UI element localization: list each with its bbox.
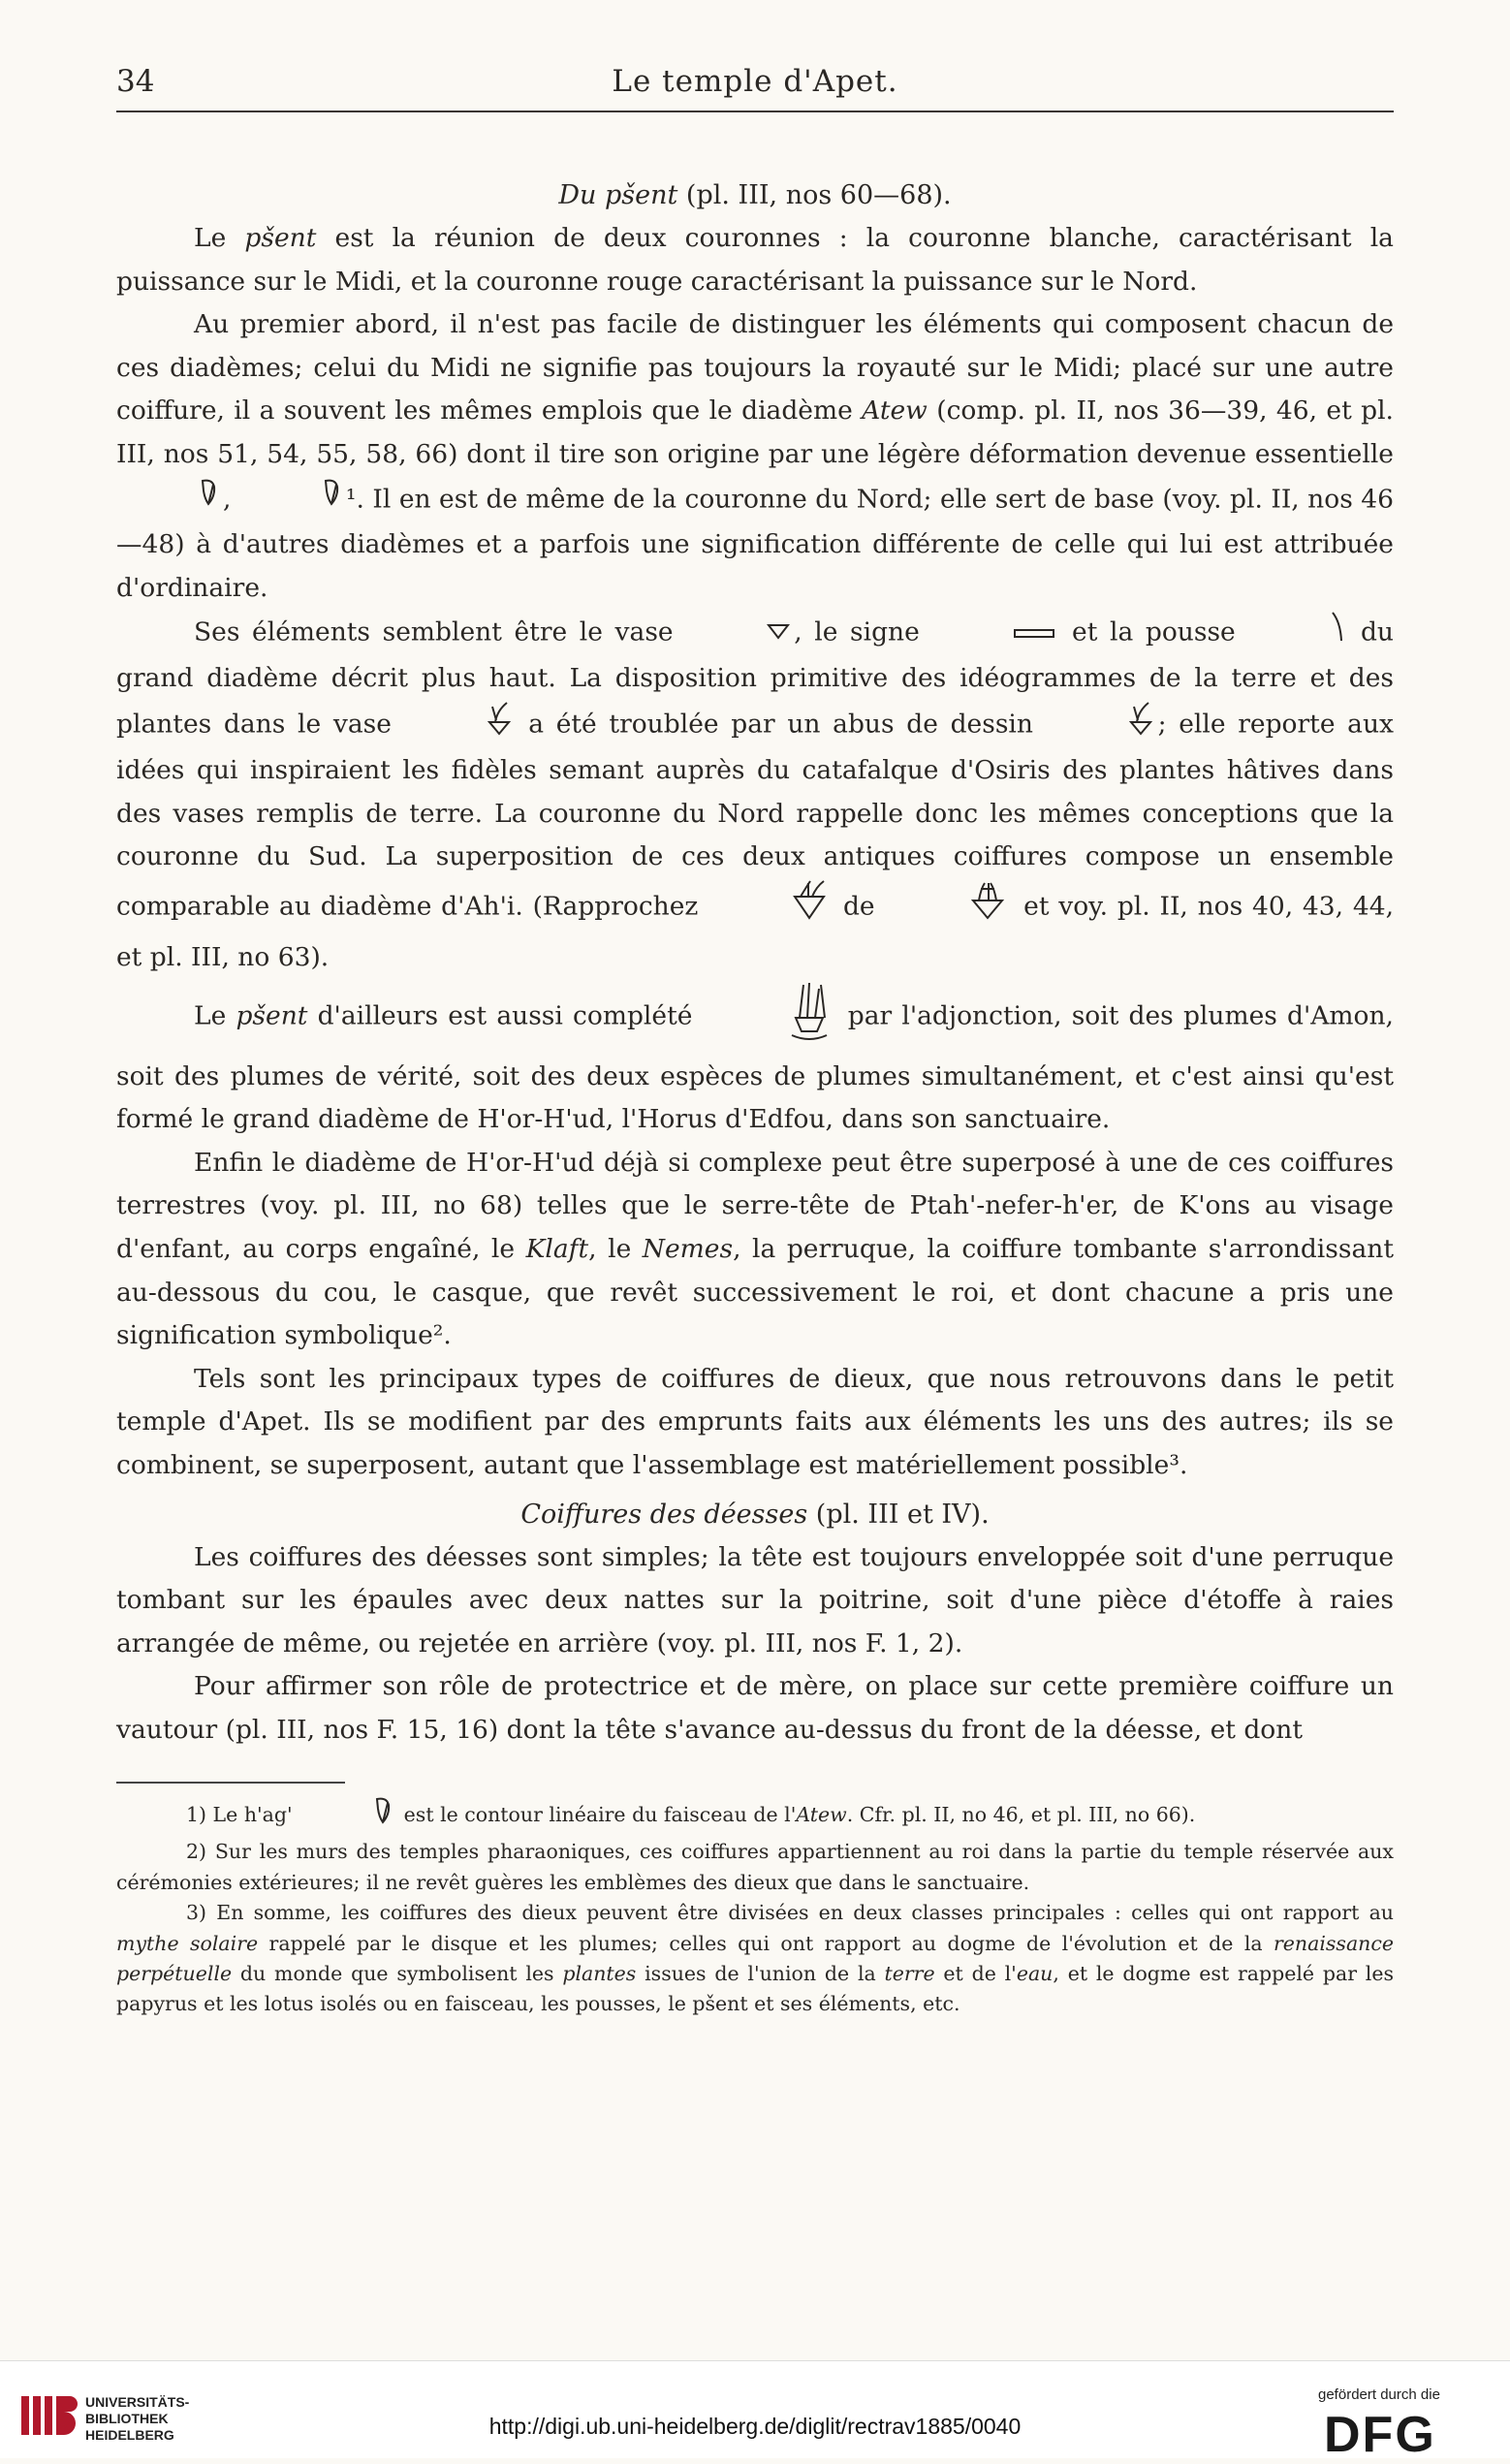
footnote [116, 1898, 1394, 2020]
vase-glyph [689, 612, 790, 655]
text-run: d'ailleurs est aussi complété [307, 1000, 703, 1031]
text-run: . Cfr. pl. II, no 46, et pl. III, no 66). [846, 1803, 1196, 1827]
paragraphs-pschent [116, 217, 1394, 1488]
footnote-rule [116, 1782, 345, 1784]
italic-term: Klaft [525, 1234, 589, 1265]
text-run: rappelé par le disque et les plumes; celles qui ont rapport au dogme de l'évolution et de la [258, 1931, 1274, 1955]
text-run: , la perruque, la coiffure tombante s'arrondissant au-dessous du cou, le casque, que revêt successivement le roi, et dont chacune a pris une signification symbolique². [116, 1234, 1394, 1351]
paragraph [116, 1665, 1394, 1752]
text-run: Les coiffures des déesses sont simples; la tête est toujours enveloppée soit d'une perruque tombant sur les épaules avec deux nattes sur la poitrine, soit d'une pièce d'étoffe à raies arrangée de même, ou rejetée en arrière (voy. pl. III, nos F. 1, 2). [116, 1541, 1394, 1658]
paragraph [116, 303, 1394, 610]
text-run: et voy. pl. II, nos 40, 43, 44, et pl. III, no 63). [116, 891, 1394, 972]
italic-term: mythe solaire [116, 1931, 259, 1955]
text-run: , et le dogme est rappelé par les papyrus et les lotus isolés ou en faisceau, les pousses, le pšent et ses éléments, etc. [116, 1962, 1394, 2016]
text-run: et la pousse [1059, 616, 1248, 648]
text-run: du grand diadème décrit plus haut. La disposition primitive des idéogrammes de la terre et des plantes dans le vase [116, 616, 1394, 739]
vase-with-plant-glyph [408, 701, 513, 750]
crown-outline-glyph [302, 1795, 393, 1837]
source-url[interactable]: http://digi.ub.uni-heidelberg.de/diglit/rectrav1885/0040 [488, 2414, 1022, 2439]
library-name-line: UNIVERSITÄTS- [85, 2394, 190, 2410]
text-run: , [223, 483, 239, 514]
vase-with-plant-glyph [1050, 701, 1154, 750]
text-run: Au premier abord, il n'est pas facile de distinguer les éléments qui composent chacun de ces diadèmes; celui du Midi ne signifie pas toujours la royauté sur le Midi; placé sur une autre coiffure, il a souvent les mêmes emplois que le diadème [116, 309, 1394, 426]
italic-term: Nemes [642, 1234, 734, 1265]
italic-term: eau [1016, 1962, 1054, 1986]
section-title-italic: Coiffures des déesses [520, 1499, 808, 1530]
ahi-diadem-glyph [888, 879, 1010, 936]
text-run: Ses éléments semblent être le vase [194, 616, 686, 648]
text-run: 1) Le h'ag' [186, 1803, 299, 1827]
paragraph [116, 610, 1394, 979]
crown-outline-glyph [120, 477, 219, 524]
text-run: et de l' [934, 1962, 1017, 1986]
horus-crown-glyph [707, 979, 834, 1056]
shoot-glyph [1251, 610, 1344, 657]
paragraph [116, 1142, 1394, 1358]
running-header [116, 64, 1394, 112]
header-rule [116, 111, 1394, 112]
section-title-rest: (pl. III, nos 60—68). [677, 180, 952, 210]
page-number: 34 [116, 64, 155, 99]
italic-term: pšent [236, 1000, 308, 1031]
paragraph [116, 979, 1394, 1142]
text-run: a été troublée par un abus de dessin [516, 708, 1046, 739]
italic-term: plantes [562, 1962, 637, 1986]
dfg-logo: DFG [1324, 2407, 1436, 2463]
text-run: est le contour linéaire du faisceau de l' [397, 1803, 797, 1827]
text-run: Le [194, 223, 245, 253]
crown-combination-glyph [711, 879, 830, 936]
library-name-line: BIBLIOTHEK [85, 2411, 169, 2426]
text-run: Enfin le diadème de H'or-H'ud déjà si complexe peut être superposé à une de ces coiffures terrestres (voy. pl. III, no 68) telles que le serre-tête de Ptah'-nefer-h'er, de K'ons au visage d'enfant, au corps engaîné, le [116, 1147, 1394, 1265]
funder-caption: gefördert durch die [1318, 2386, 1440, 2403]
footnote [116, 1837, 1394, 1898]
section-title-rest: (pl. III et IV). [807, 1499, 990, 1530]
italic-term: renaissance perpétuelle [116, 1931, 1394, 1986]
paragraph [116, 1358, 1394, 1488]
footnotes [116, 1795, 1394, 2020]
text-run: issues de l'union de la [636, 1962, 885, 1986]
italic-term: terre [884, 1962, 935, 1986]
paragraph [116, 1536, 1394, 1666]
section-title-goddesses [116, 1494, 1394, 1536]
text-run: Tels sont les principaux types de coiffures de dieux, que nous retrouvons dans le petit temple d'Apet. Ils se modifient par des emprunts faits aux éléments les uns des autres; ils se combinent, se superposent, autant que l'assemblage est matériellement possible³. [116, 1363, 1394, 1481]
italic-term: Atew [862, 395, 928, 426]
crown-outline-glyph [243, 477, 342, 524]
italic-term: Atew [796, 1803, 847, 1827]
text-run: , le [588, 1234, 643, 1265]
text-run: 2) Sur les murs des temples pharaoniques, ces coiffures appartiennent au roi dans la partie du temple réservée aux cérémonies extérieures; il ne revêt guères les emblèmes des dieux que dans le sanctuaire. [116, 1840, 1394, 1894]
footnote [116, 1795, 1394, 1837]
text-run: , le signe [794, 616, 932, 648]
text-run: est la réunion de deux couronnes : la couronne blanche, caractérisant la puissance sur le Midi, et la couronne rouge caractérisant la puissance sur le Nord. [116, 223, 1394, 297]
running-title: Le temple d'Apet. [612, 64, 898, 99]
library-name-line: HEIDELBERG [85, 2427, 174, 2443]
text-run: ; elle reporte aux idées qui inspiraient les fidèles semant auprès du catafalque d'Osiris des plantes hâtives dans des vases remplis de terre. La couronne du Nord rappelle donc les mêmes conceptions que la couronne du Sud. La superposition de ces deux antiques coiffures compose un ensemble comparable au diadème d'Ah'i. (Rapprochez [116, 708, 1394, 922]
library-footer [0, 2360, 1510, 2463]
text-run: 3) En somme, les coiffures des dieux peuvent être divisées en deux classes principales : celles qui ont rapport au [186, 1901, 1394, 1925]
text-run: ¹. Il en est de même de la couronne du Nord; elle sert de base (voy. pl. II, nos 46—48) à d'autres diadèmes et a parfois une signification différente de celle qui lui est attribuée d'ordinaire. [116, 483, 1394, 603]
text-run: du monde que symbolisent les [232, 1962, 563, 1986]
text-run: (comp. pl. II, nos 36—39, 46, et pl. III, nos 51, 54, 55, 58, 66) dont il tire son origine par une légère déformation devenue essentielle [116, 395, 1394, 469]
text-run: Pour affirmer son rôle de protectrice et de mère, on place sur cette première coiffure un vautour (pl. III, nos F. 15, 16) dont la tête s'avance au-dessus du front de la déesse, et dont [116, 1671, 1394, 1745]
section-title-italic: Du pšent [558, 180, 678, 210]
earth-sign-glyph [935, 612, 1055, 655]
text-run: de [834, 891, 885, 922]
italic-term: pšent [244, 223, 317, 253]
section-title-pschent [116, 174, 1394, 217]
text-run: Le [194, 1000, 236, 1031]
text-run: par l'adjonction, soit des plumes d'Amon, soit des plumes de vérité, soit des deux espèces de plumes simultanément, et c'est ainsi qu'est formé le grand diadème de H'or-H'ud, l'Horus d'Edfou, dans son sanctuaire. [116, 1000, 1394, 1135]
paragraph [116, 217, 1394, 303]
paragraphs-goddesses [116, 1536, 1394, 1753]
body-text [116, 174, 1394, 1753]
